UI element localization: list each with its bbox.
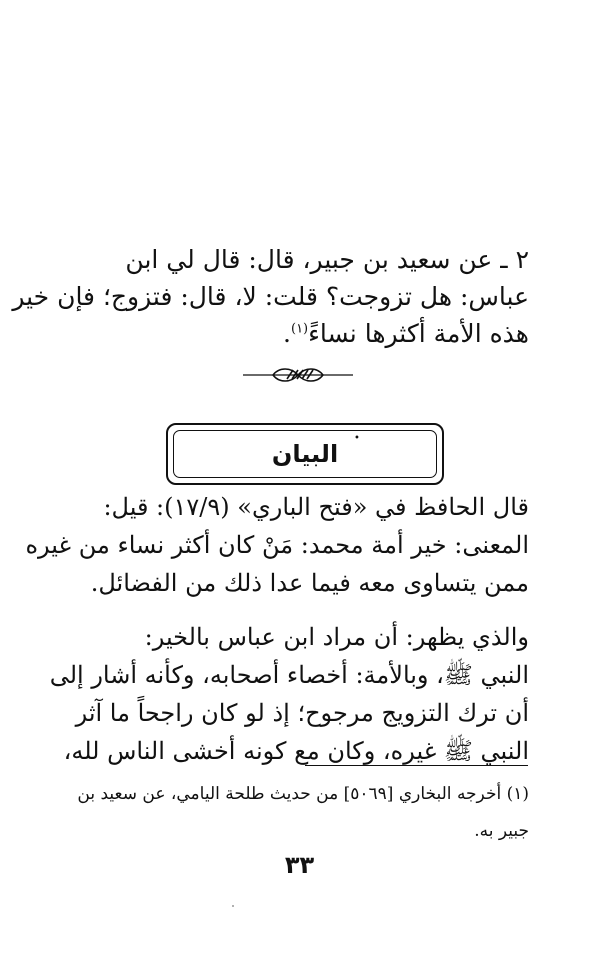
ornament-divider-icon bbox=[243, 364, 353, 386]
section-title: البيان bbox=[271, 440, 339, 468]
explanation-line: أن ترك التزويج مرجوح؛ إذ لو كان راجحاً ما آثر bbox=[75, 699, 529, 727]
hadith-line bbox=[74, 315, 529, 352]
footnote-line: جبير به. bbox=[474, 821, 529, 841]
explanation-line: المعنى: خير أمة محمد: مَنْ كان أكثر نساء من غيره bbox=[25, 531, 529, 559]
footnote-line: (١) أخرجه البخاري [٥٠٦٩] من حديث طلحة اليامي، عن سعيد بن bbox=[77, 784, 529, 804]
scan-speck bbox=[232, 905, 234, 907]
hadith-line: عباس: هل تزوجت؟ قلت: لا، قال: فتزوج؛ فإن خير bbox=[12, 282, 529, 311]
footnote bbox=[77, 776, 529, 850]
page-number: ٣٣ bbox=[284, 851, 315, 879]
hadith-text bbox=[12, 241, 529, 352]
explanation-line: النبي ﷺ غيره، وكان مع كونه أخشى الناس لله، bbox=[63, 737, 529, 765]
section-title-frame bbox=[166, 423, 444, 485]
paragraph-gap bbox=[74, 602, 529, 618]
explanation-line: ممن يتساوى معه فيما عدا ذلك من الفضائل. bbox=[90, 569, 529, 597]
decorative-dot-icon: • bbox=[354, 433, 360, 444]
footnote-reference[interactable]: (١) bbox=[290, 321, 309, 337]
explanation-text bbox=[25, 488, 529, 770]
explanation-line: قال الحافظ في «فتح الباري» (١٧/٩): قيل: bbox=[103, 493, 529, 521]
explanation-line: والذي يظهر: أن مراد ابن عباس بالخير: bbox=[144, 623, 529, 651]
hadith-end-mark: . bbox=[283, 319, 291, 348]
section-title-inner-frame bbox=[173, 430, 437, 478]
hadith-line-text: هذه الأمة أكثرها نساءً bbox=[308, 319, 529, 348]
footnote-separator bbox=[305, 765, 528, 766]
explanation-line: النبي ﷺ، وبالأمة: أخصاء أصحابه، وكأنه أشار إلى bbox=[49, 661, 529, 689]
hadith-line: ٢ ـ عن سعيد بن جبير، قال: قال لي ابن bbox=[125, 245, 529, 274]
